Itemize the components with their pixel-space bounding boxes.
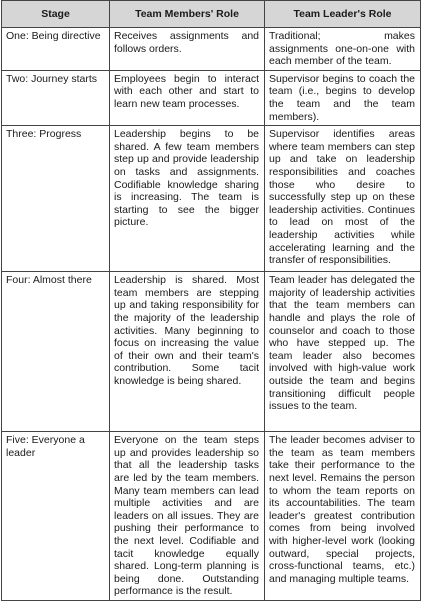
header-row bbox=[2, 1, 421, 28]
leader-role-cell: Team leader has delegated the majority of leadership activities that the team members can handle and plays the role of counselor and coach to those who have stepped up. The team leader also becomes involved with high-value work outside the team and begins transitioning difficult people issues to the team. bbox=[265, 272, 421, 432]
table-row bbox=[2, 272, 421, 432]
leader-role-cell: Supervisor begins to coach the team (i.e., begins to develop the team and the team members). bbox=[265, 70, 421, 125]
members-role-cell: Everyone on the team steps up and provides leadership so that all the leadership tasks are led by the team members. Many team members can lead multiple activities and are leaders on all issues. They are pushing their performance to the next level. Codifiable and tacit knowledge equally shared. Long-term planning is being done. Outstanding performance is the result. bbox=[110, 432, 265, 601]
members-role-cell: Employees begin to interact with each other and start to learn new team processes. bbox=[110, 70, 265, 125]
leadership-stages-table bbox=[1, 0, 421, 601]
table-row bbox=[2, 70, 421, 125]
table-row bbox=[2, 126, 421, 272]
table-row bbox=[2, 432, 421, 601]
stage-cell: Two: Journey starts bbox=[2, 70, 110, 125]
header-stage: Stage bbox=[2, 1, 110, 28]
members-role-cell: Leadership is shared. Most team members are stepping up and taking responsibility for the majority of the leadership activities. Many beginning to focus on increasing the value of their own and their team's contribution. Some tacit knowledge is being shared. bbox=[110, 272, 265, 432]
stage-cell: One: Being directive bbox=[2, 28, 110, 71]
leader-role-cell: Supervisor identifies areas where team members can step up and take on leadership responsibilities and coaches those who desire to successfully step up on these leadership activities. Continues to lead on most of the leadership activities while accelerating learning and the transfer of responsibilities. bbox=[265, 126, 421, 272]
stage-cell: Five: Everyone a leader bbox=[2, 432, 110, 601]
table-row bbox=[2, 28, 421, 71]
leader-role-cell: The leader becomes adviser to the team as team members take their performance to the next level. Remains the person to whom the team reports on its accountabilities. The team leader's greatest contribution comes from being involved with higher-level work (looking outward, special projects, cross-functional teams, etc.) and managing multiple teams. bbox=[265, 432, 421, 601]
stage-cell: Four: Almost there bbox=[2, 272, 110, 432]
stage-cell: Three: Progress bbox=[2, 126, 110, 272]
header-team-members-role: Team Members' Role bbox=[110, 1, 265, 28]
members-role-cell: Receives assignments and follows orders. bbox=[110, 28, 265, 71]
members-role-cell: Leadership begins to be shared. A few team members step up and provide leadership on tasks and assignments. Codifiable knowledge sharing is increasing. The team is starting to see the bigger picture. bbox=[110, 126, 265, 272]
leader-role-cell: Traditional; makes assignments one-on-one with each member of the team. bbox=[265, 28, 421, 71]
header-team-leaders-role: Team Leader's Role bbox=[265, 1, 421, 28]
